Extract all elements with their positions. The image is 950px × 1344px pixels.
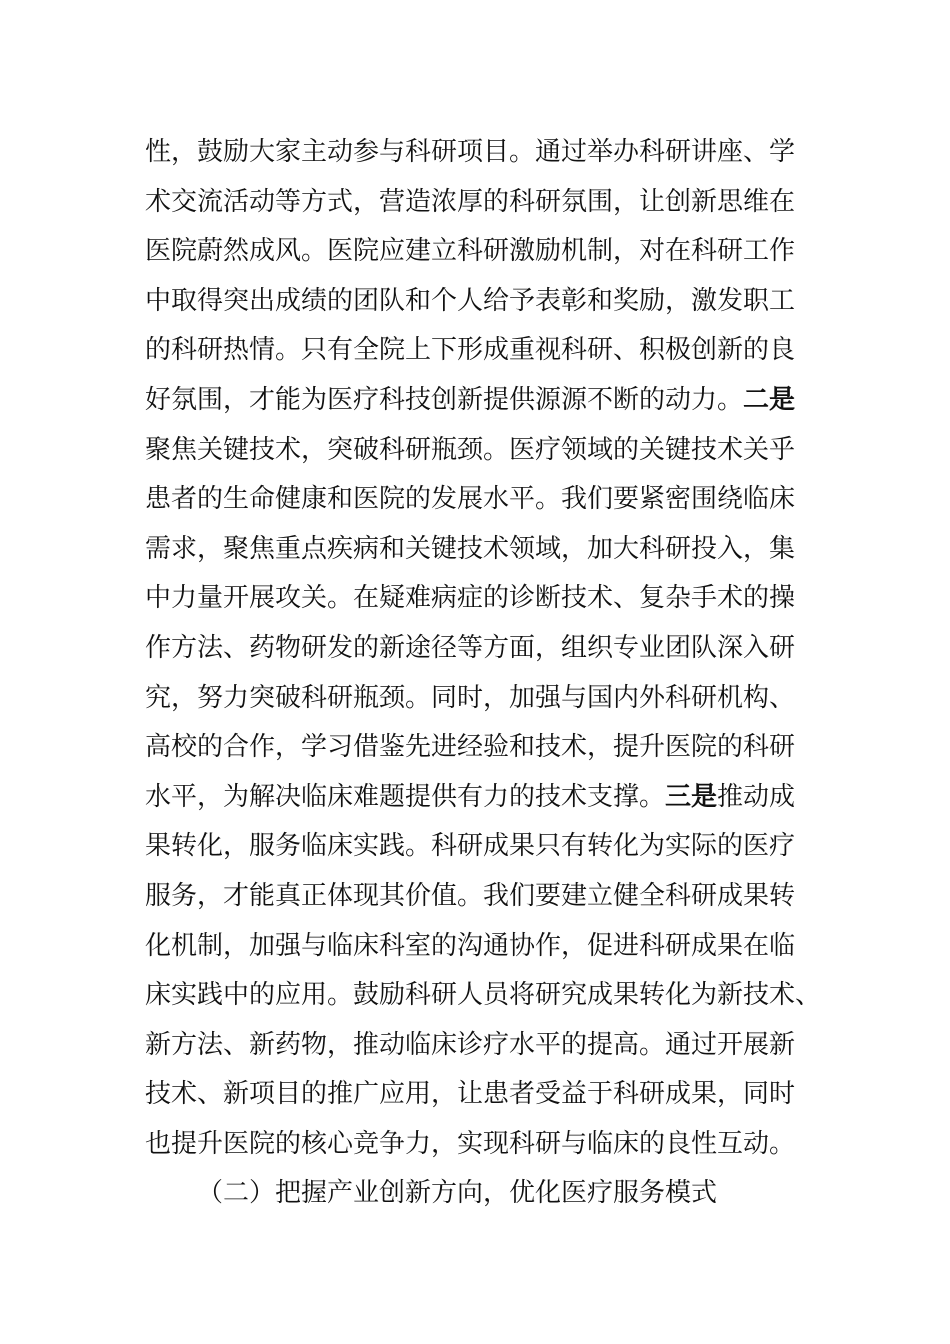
text-line: 聚焦关键技术，突破科研瓶颈。医疗领域的关键技术关乎 — [145, 434, 796, 465]
text-line: 患者的生命健康和医院的发展水平。我们要紧密围绕临床 — [145, 484, 796, 515]
text-line: 床实践中的应用。鼓励科研人员将研究成果转化为新技术、 — [145, 980, 822, 1011]
text-line: 究，努力突破科研瓶颈。同时，加强与国内外科研机构、 — [145, 682, 796, 713]
text-line: 服务，才能真正体现其价值。我们要建立健全科研成果转 — [145, 880, 796, 911]
text-line: 也提升医院的核心竞争力，实现科研与临床的良性互动。 — [145, 1128, 796, 1159]
text-line: 中力量开展攻关。在疑难病症的诊断技术、复杂手术的操 — [145, 583, 796, 614]
text-line: 新方法、新药物，推动临床诊疗水平的提高。通过开展新 — [145, 1029, 796, 1060]
text-line: 水平，为解决临床难题提供有力的技术支撑。三是推动成 — [145, 781, 796, 812]
emphasis-third: 三是 — [665, 781, 718, 812]
text-line: 术交流活动等方式，营造浓厚的科研氛围，让创新思维在 — [145, 186, 796, 217]
text-line: 高校的合作，学习借鉴先进经验和技术，提升医院的科研 — [145, 732, 796, 763]
text-line: 需求，聚焦重点疾病和关键技术领域，加大科研投入，集 — [145, 533, 796, 564]
text-line: 好氛围，才能为医疗科技创新提供源源不断的动力。二是 — [145, 384, 796, 415]
text-line: 化机制，加强与临床科室的沟通协作，促进科研成果在临 — [145, 930, 796, 961]
text-line: 作方法、药物研发的新途径等方面，组织专业团队深入研 — [145, 632, 796, 663]
text-line: 中取得突出成绩的团队和个人给予表彰和奖励，激发职工 — [145, 285, 796, 316]
section-heading: （二）把握产业创新方向，优化医疗服务模式 — [197, 1178, 718, 1209]
text-line: 的科研热情。只有全院上下形成重视科研、积极创新的良 — [145, 335, 796, 366]
body-text — [145, 128, 822, 1219]
text-line: 技术、新项目的推广应用，让患者受益于科研成果，同时 — [145, 1079, 796, 1110]
emphasis-second: 二是 — [743, 384, 796, 415]
text-line: 性，鼓励大家主动参与科研项目。通过举办科研讲座、学 — [145, 137, 796, 167]
text-line: 果转化，服务临床实践。科研成果只有转化为实际的医疗 — [145, 831, 796, 862]
text-line: 医院蔚然成风。医院应建立科研激励机制，对在科研工作 — [145, 236, 796, 267]
